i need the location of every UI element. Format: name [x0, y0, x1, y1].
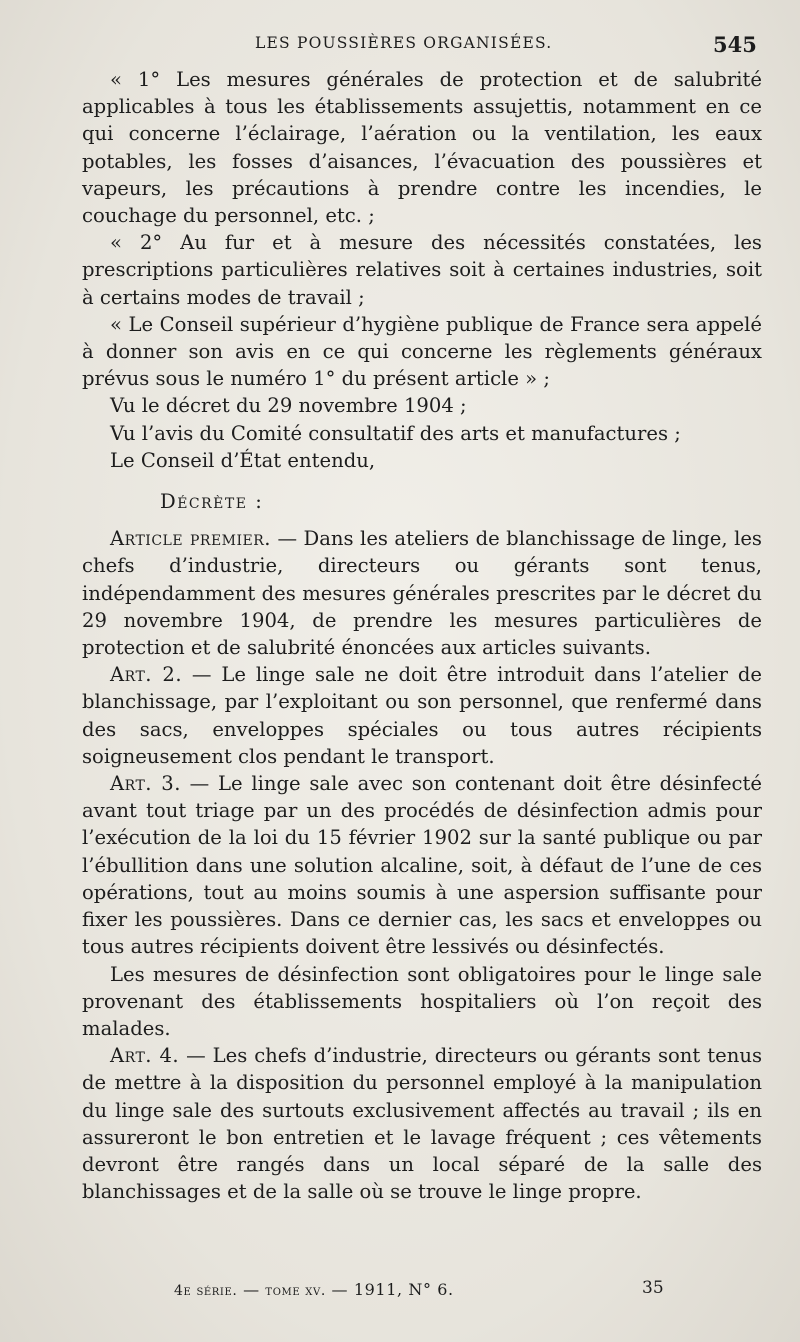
separator: —	[237, 1280, 266, 1299]
footer	[0, 1280, 800, 1310]
article-text: — Dans les ateliers de blanchissage de linge, les chefs d’industrie, directeurs ou gérants sont tenus, indépendamment des mesures générales prescrites par le décret du 29 novembre 1904, de prendre les mesures particulières de protection et de salubrité énoncées aux articles suivants.	[82, 527, 762, 660]
article-label: Art. 3.	[110, 772, 181, 796]
article-text: — Le linge sale ne doit être introduit dans l’atelier de blanchissage, par l’exploitant ou son personnel, que renfermé dans des sacs, enveloppes spéciales ou tous autres récipients soigneusement clos pendant le transport.	[82, 663, 763, 768]
series-label: 4e série.	[174, 1283, 238, 1299]
paragraph-text: « 2° Au fur et à mesure des nécessités constatées, les prescriptions particulières relatives soit à certaines industries, soit à certains modes de travail ;	[82, 231, 762, 309]
running-title: LES POUSSIÈRES ORGANISÉES.	[255, 34, 553, 52]
article	[82, 1042, 762, 1205]
issue-label: 1911, N° 6.	[353, 1280, 454, 1299]
paragraph	[82, 229, 762, 311]
paragraph	[82, 311, 762, 393]
paragraph	[82, 447, 762, 474]
decree-heading: Décrète :	[160, 490, 264, 514]
signature-line	[174, 1280, 454, 1299]
separator: —	[325, 1280, 354, 1299]
body-text	[82, 66, 762, 1205]
paragraph	[82, 66, 762, 229]
paragraph-text: Vu l’avis du Comité consultatif des arts et manufactures ;	[110, 421, 681, 445]
tome-label: tome xv.	[265, 1283, 326, 1299]
article	[82, 525, 762, 661]
article-label: Article premier.	[110, 527, 272, 551]
article-text: — Le linge sale avec son contenant doit être désinfecté avant tout triage par un des procédés de désinfection admis pour l’exécution de la loi du 15 février 1902 sur la santé publique ou par l’ébullition dans une solution alcaline, soit, à défaut de l’une de ces opérations, tout au moins soumis à une aspersion suffisante pour fixer les poussières. Dans ce dernier cas, les sacs et enveloppes ou tous autres récipients doivent être lessivés ou désinfectés.	[82, 772, 763, 959]
sheet-number: 35	[642, 1278, 664, 1298]
paragraph-text: « 1° Les mesures générales de protection et de salubrité applicables à tous les établissements assujettis, notamment en ce qui concerne l’éclairage, l’aération ou la ventilation, les eaux potables, les fosses d’aisances, l’évacuation des poussières et vapeurs, les précautions à prendre contre les incendies, le couchage du personnel, etc. ;	[82, 68, 762, 228]
article-text: Les mesures de désinfection sont obligatoires pour le linge sale provenant des établissements hospitaliers où l’on reçoit des malades.	[82, 962, 762, 1040]
article	[82, 661, 762, 770]
paragraph	[82, 392, 762, 419]
paragraph	[82, 420, 762, 447]
article-text: — Les chefs d’industrie, directeurs ou gérants sont tenus de mettre à la disposition du personnel employé à la manipulation du linge sale des surtouts exclusivement affectés au travail ; ils en assureront le bon entretien et le lavage fréquent ; ces vêtements devront être rangés dans un local séparé de la salle des blanchissages et de la salle où se trouve le linge propre.	[82, 1044, 762, 1204]
article	[82, 961, 762, 1043]
article-label: Art. 2.	[110, 663, 183, 687]
paragraph-text: Le Conseil d’État entendu,	[110, 448, 376, 472]
paragraph-text: Vu le décret du 29 novembre 1904 ;	[110, 394, 467, 418]
article-label: Art. 4.	[110, 1044, 180, 1068]
running-head	[0, 28, 800, 60]
article	[82, 770, 762, 960]
page-number: 545	[713, 32, 757, 57]
paragraph-text: « Le Conseil supérieur d’hygiène publique de France sera appelé à donner son avis en ce qui concerne les règlements généraux prévus sous le numéro 1° du présent article » ;	[82, 312, 762, 391]
